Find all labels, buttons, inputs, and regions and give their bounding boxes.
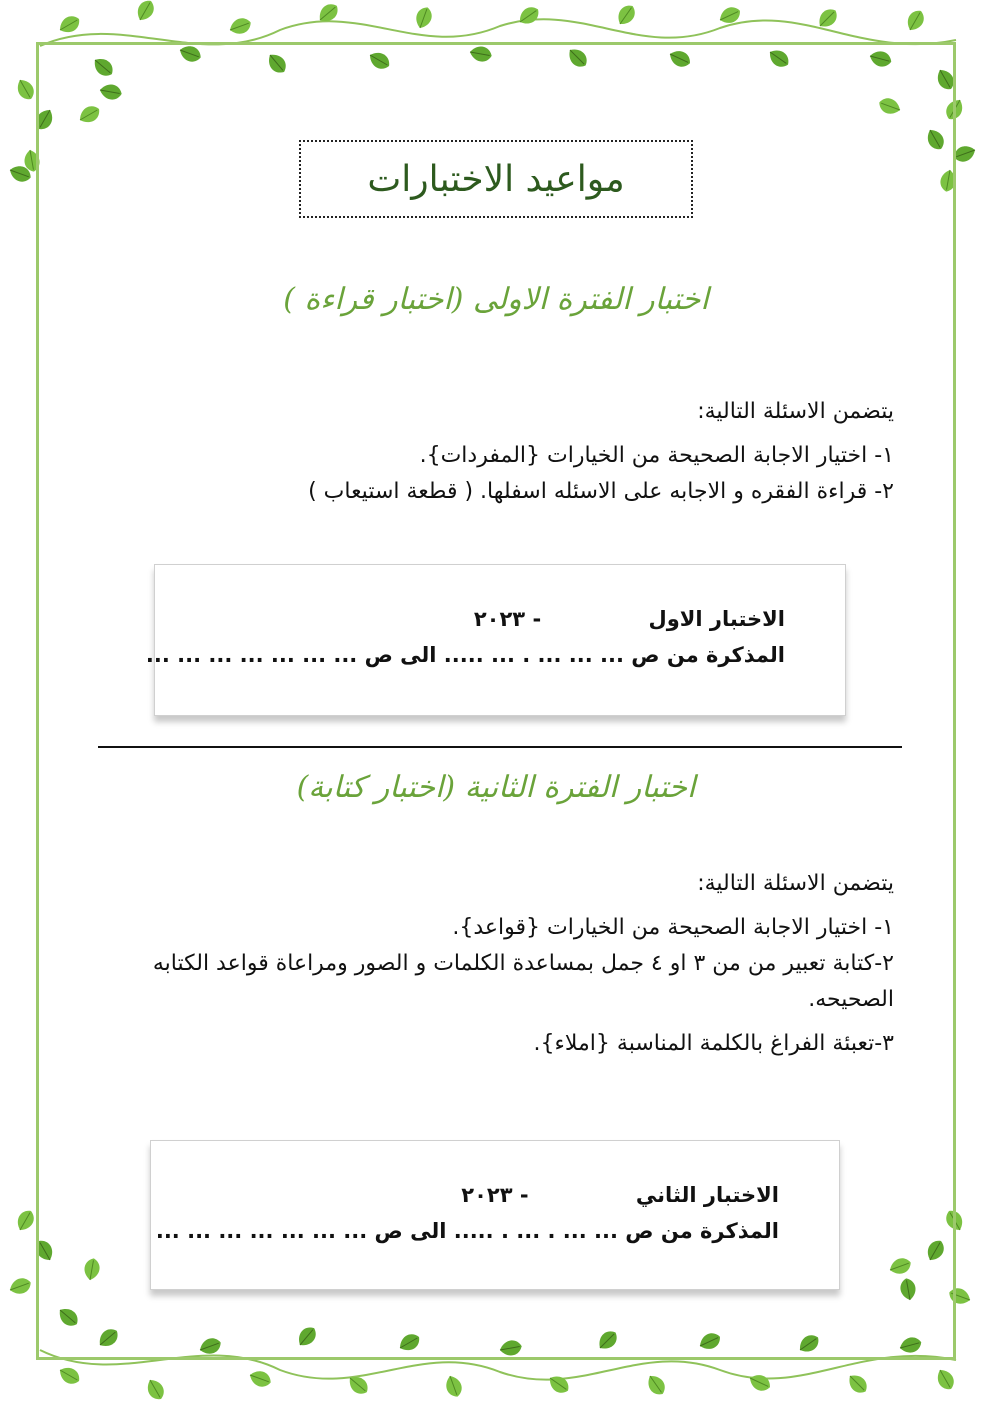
period-2-exam-date: - ٢٠٢٣ [461,1183,529,1207]
section-divider [98,746,902,748]
period-2-exam-card [150,1140,840,1290]
page-title: مواعيد الاختبارات [367,158,625,200]
period-2-item-1: ١- اختيار الاجابة الصحيحة من الخيارات {قواعد}. [452,915,894,940]
period-1-item-2: ٢- قراءة الفقره و الاجابه على الاسئله اسفلها. ( قطعة استيعاب ) [308,479,894,504]
period-2-exam-label: الاختبار الثاني [635,1183,779,1207]
period-1-heading: اختبار الفترة الاولى (اختبار قراءة ) [283,282,709,317]
period-1-exam-card [145,564,846,716]
period-2-intro: يتضمن الاسئلة التالية: [697,871,894,896]
period-2-item-3: ٣-تعبئة الفراغ بالكلمة المناسبة {املاء}. [533,1031,894,1056]
period-1-exam-label: الاختبار الاول [648,607,785,631]
period-2-item-2: ٢-كتابة تعبير من من ٣ او ٤ جمل بمساعدة الكلمات و الصور ومراعاة قواعد الكتابه الصحيحه. [152,951,894,1012]
period-2-pages-row: المذكرة من ص ... ... . ... . ..... الى ص ... ... ... ... ... ... ... [155,1219,779,1243]
period-1-intro: يتضمن الاسئلة التالية: [697,399,894,424]
period-1-pages-row: المذكرة من ص ... ... ... . ... ..... الى ص ... ... ... ... ... ... ... [145,643,785,667]
title-box [299,140,693,218]
period-1-exam-date: - ٢٠٢٣ [473,607,542,631]
period-1-exam-row [474,607,785,631]
period-2-exam-row [461,1183,779,1207]
period-2-questions [134,866,894,1062]
period-2-heading: اختبار الفترة الثانية (اختبار كتابة) [296,770,696,805]
period-1-item-1: ١- اختيار الاجابة الصحيحة من الخيارات {المفردات}. [419,443,894,468]
period-1-questions [134,394,894,510]
